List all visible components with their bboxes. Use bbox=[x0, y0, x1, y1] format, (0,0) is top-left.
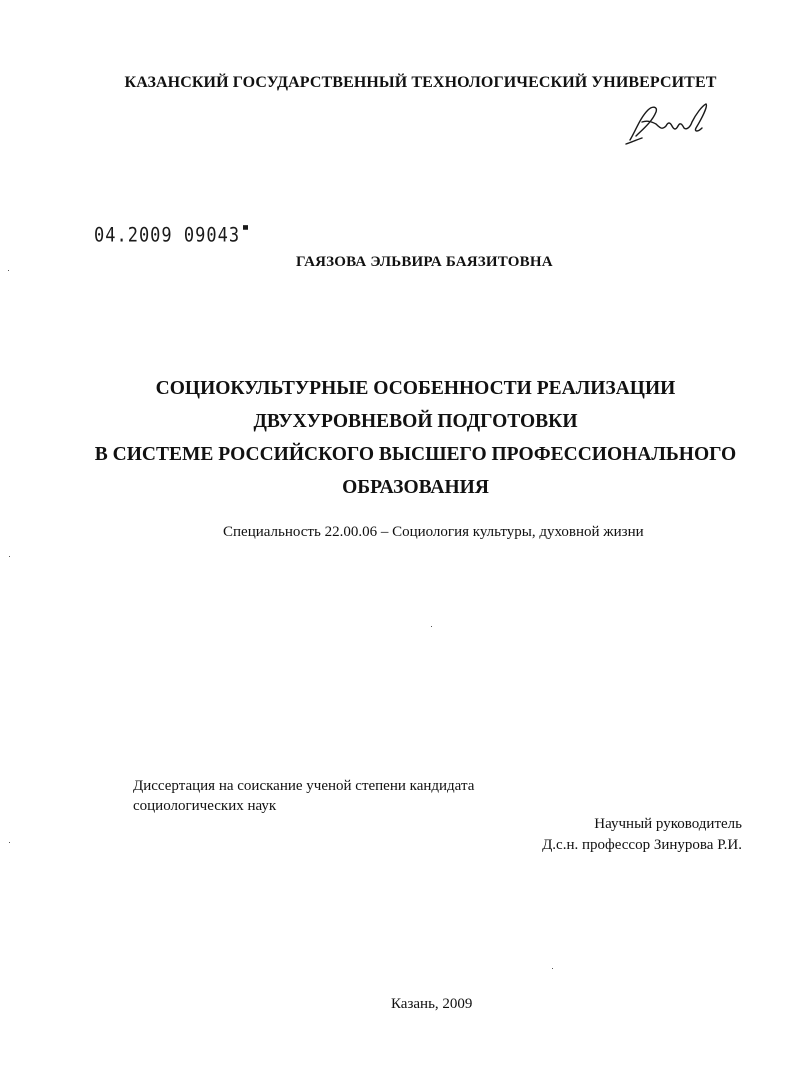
title-line: СОЦИОКУЛЬТУРНЫЕ ОСОБЕННОСТИ РЕАЛИЗАЦИИ bbox=[155, 378, 676, 399]
title-line: ОБРАЗОВАНИЯ bbox=[342, 477, 489, 498]
advisor-name: Д.с.н. профессор Зинурова Р.И. bbox=[542, 837, 742, 853]
scan-speck bbox=[552, 968, 553, 969]
document-number-text: 04.2009 09043 bbox=[94, 224, 241, 247]
document-number bbox=[94, 224, 248, 247]
scan-speck bbox=[9, 842, 10, 843]
handwritten-signature bbox=[622, 100, 722, 150]
scientific-advisor bbox=[542, 814, 742, 856]
city-year: Казань, 2009 bbox=[391, 996, 473, 1012]
dissertation-title bbox=[0, 372, 799, 504]
university-name: КАЗАНСКИЙ ГОСУДАРСТВЕННЫЙ ТЕХНОЛОГИЧЕСКИЙ УНИВЕРСИТЕТ bbox=[124, 74, 717, 91]
document-number-mark bbox=[243, 225, 248, 230]
dissertation-line: Диссертация на соискание ученой степени кандидата bbox=[133, 778, 475, 794]
dissertation-line: социологических наук bbox=[133, 798, 277, 814]
author-name: ГАЯЗОВА ЭЛЬВИРА БАЯЗИТОВНА bbox=[296, 254, 553, 270]
scan-speck bbox=[8, 270, 9, 271]
advisor-label: Научный руководитель bbox=[594, 816, 742, 832]
title-line: В СИСТЕМЕ РОССИЙСКОГО ВЫСШЕГО ПРОФЕССИОНАЛЬНОГО bbox=[94, 444, 737, 465]
scan-speck bbox=[431, 626, 432, 627]
specialty: Специальность 22.00.06 – Социология культуры, духовной жизни bbox=[223, 524, 644, 540]
scan-speck bbox=[9, 556, 10, 557]
dissertation-statement bbox=[133, 776, 474, 816]
title-line: ДВУХУРОВНЕВОЙ ПОДГОТОВКИ bbox=[253, 411, 578, 432]
